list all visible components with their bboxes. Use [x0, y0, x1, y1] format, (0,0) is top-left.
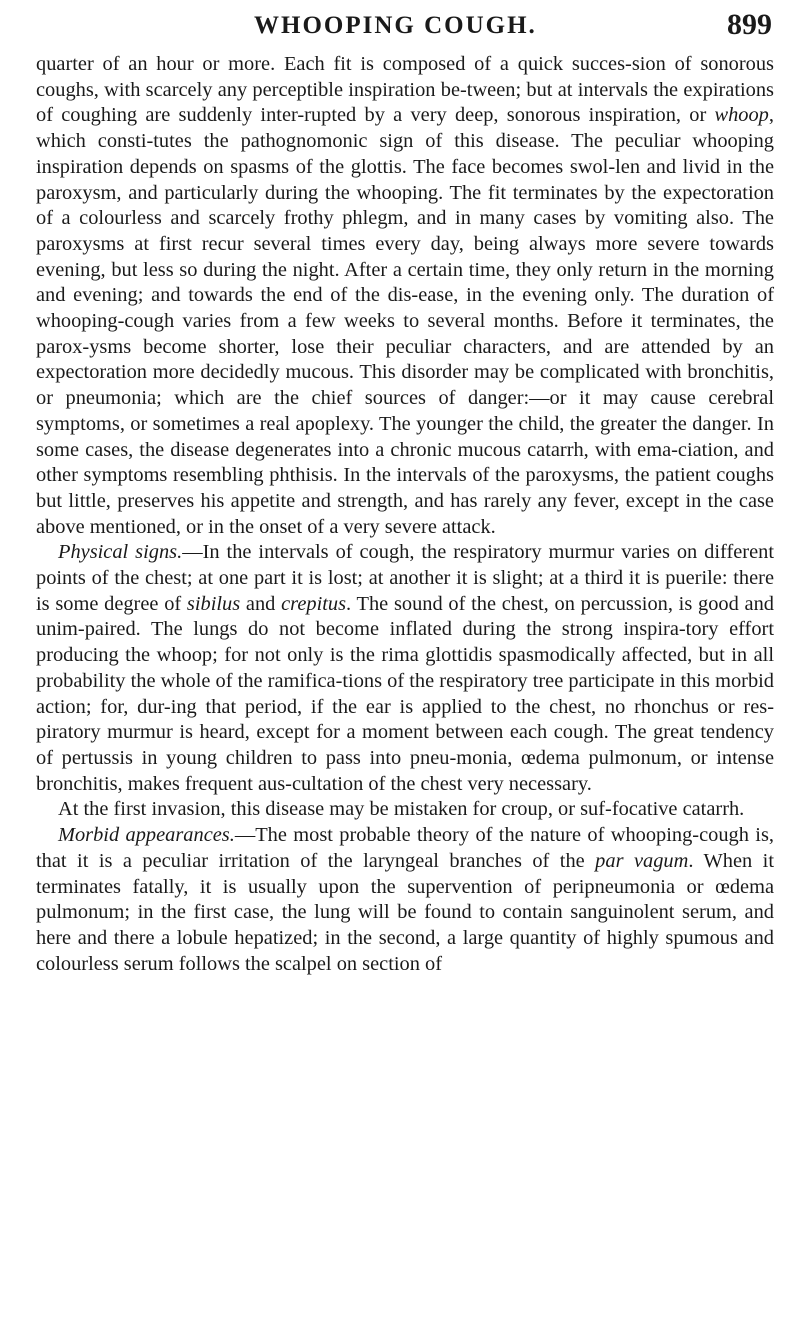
paragraph-diagnosis [36, 797, 774, 823]
emphasis-whoop: whoop [714, 104, 769, 127]
text-segment: , which consti-tutes the pathognomonic sign of this disease. The peculiar whooping inspiration depends on spasms of the glottis. The face becomes swol-len and livid in the paroxysm, and particularly during the whooping. The fit terminates by the expectoration of a colourless and scarcely frothy phlegm, and in many cases by vomiting also. The paroxysms at first recur several times every day, being always more severe towards evening, but less so during the night. After a certain time, they only return in the morning and evening; and towards the end of the dis-ease, in the evening only. The duration of whooping-cough varies from a few weeks to several months. Before it terminates, the parox-ysms become shorter, lose their peculiar characters, and are attended by an expectoration more decidedly mucous. This disorder may be complicated with bronchitis, or pneumonia; which are the chief sources of danger:—or it may cause cerebral symptoms, or sometimes a real apoplexy. The younger the child, the greater the danger. In some cases, the disease degenerates into a chronic mucous catarrh, with ema-ciation, and other symptoms resembling phthisis. In the intervals of the paroxysms, the patient coughs but little, preserves his appetite and strength, and has rarely any fever, except in the case above mentioned, or in the onset of a very severe attack. [36, 104, 774, 538]
running-head [0, 6, 800, 48]
emphasis-crepitus: crepitus [281, 592, 347, 615]
body-text [36, 52, 774, 977]
text-segment: quarter of an hour or more. Each fit is composed of a quick succes-sion of sonorous coughs, with scarcely any perceptible inspiration be-tween; but at intervals the expirations of coughing are suddenly inter-rupted by a very deep, sonorous inspiration, or [36, 53, 774, 127]
page-number: 899 [727, 8, 772, 41]
text-segment: —In the intervals of cough, the respiratory murmur varies on different points of the chest; at one part it is lost; at another it is slight; at a third it is puerile: there is some degree of [36, 541, 775, 615]
section-heading-morbid-appearances: Morbid appearances. [58, 824, 235, 847]
section-heading-physical-signs: Physical signs. [58, 541, 183, 564]
paragraph-symptoms [36, 52, 774, 540]
emphasis-par-vagum: par vagum [595, 849, 689, 872]
emphasis-sibilus: sibilus [186, 592, 241, 615]
text-segment: and [240, 592, 282, 615]
running-title: WHOOPING COUGH. [254, 12, 537, 39]
text-segment: . When it terminates fatally, it is usually upon the supervention of peripneumonia or œdema pulmonum; in the first case, the lung will be found to contain sanguinolent serum, and here and there a lobule hepatized; in the second, a large quantity of highly spumous and colourless serum follows the scalpel on section of [36, 849, 774, 975]
text-segment: —The most probable theory of the nature of whooping-cough is, that it is a peculiar irritation of the laryngeal branches of the [36, 824, 774, 872]
text-segment: . The sound of the chest, on percussion, is good and unim-paired. The lungs do not become inflated during the strong inspira-tory effort producing the whoop; for not only is the rima glottidis spasmodically affected, but in all probability the whole of the ramifica-tions of the respiratory tree participate in this morbid action; for, dur-ing that period, if the ear is applied to the chest, no rhonchus or res-piratory murmur is heard, except for a moment between each cough. The great tendency of pertussis in young children to pass into pneu-monia, œdema pulmonum, or intense bronchitis, makes frequent aus-cultation of the chest very necessary. [36, 592, 774, 795]
paragraph-physical-signs [36, 540, 774, 797]
paragraph-morbid-appearances [36, 823, 774, 977]
text-segment: At the first invasion, this disease may be mistaken for croup, or suf-focative catarrh. [58, 798, 745, 821]
